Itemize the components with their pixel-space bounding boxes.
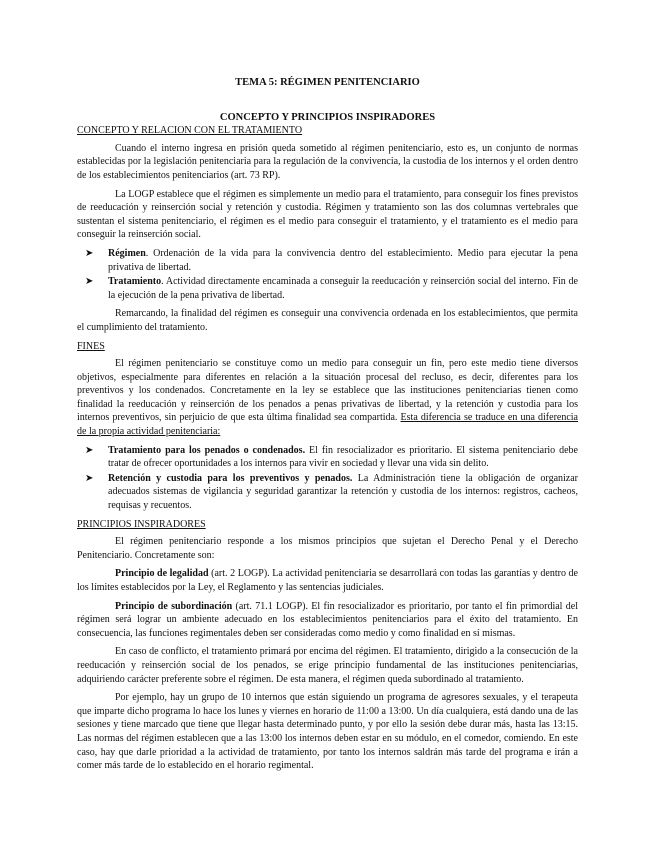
- principio-legalidad-term: Principio de legalidad: [115, 568, 209, 580]
- list-item: [77, 275, 578, 302]
- document-subtitle: CONCEPTO Y PRINCIPIOS INSPIRADORES: [219, 111, 436, 123]
- concepto-paragraph-2: La LOGP establece que el régimen es simplemente un medio para el tratamiento, para conseguir los fines previstos de reeducación y reinserción social y retención y custodia. Régimen y tratamiento son las dos columnas vertebrales que sustentan el sistema penitenciario, el régimen es el medio para conseguir el tratamiento, y el tratamiento es el medio para conseguir la reinserción social.: [77, 188, 578, 241]
- fines-paragraph-underlined: Esta diferencia se traduce en una diferencia de la propia actividad penitenciaria:: [77, 412, 578, 438]
- principios-paragraph-conflicto: En caso de conflicto, el tratamiento primará por encima del régimen. El tratamiento, dirigido a la consecución de la reeducación y reinserción social de los penados, se erige principio fundamental de las instituciones penitenciarias, adquiriendo carácter preferente sobre el régimen. De esta manera, el régimen queda subordinado al tratamiento.: [77, 646, 578, 685]
- bullet-term: Tratamiento para los penados o condenados.: [108, 444, 306, 456]
- bullet-text: La Administración tiene la obligación de organizar adecuados sistemas de vigilancia y seguridad garantizar la retención y custodia de los internos: registros, cacheos, requisas y recuentos.: [108, 472, 578, 512]
- fines-bullet-list: [77, 444, 578, 513]
- bullet-text: . Actividad directamente encaminada a conseguir la reeducación y reinserción social del interno. Fin de la ejecución de la pena privativa de libertad.: [108, 276, 578, 301]
- concepto-paragraph-1: Cuando el interno ingresa en prisión queda sometido al régimen penitenciario, esto es, un conjunto de normas establecidas por la legislación penitenciaria para la regulación de la convivencia, la custodia de los internos y el orden dentro de los establecimientos penitenciarios (art. 73 RP).: [77, 142, 578, 181]
- principios-paragraph-ejemplo: Por ejemplo, hay un grupo de 10 internos que están siguiendo un programa de agresores sexuales, y el terapeuta que imparte dicho programa lo hace los lunes y viernes en horario de 11:00 a 13:00. Un día cualquiera, está dando una de las sesiones y tiene marcado que tiene que llegar hasta determinado punto, y por ello la sesión debe durar más, hasta las 13:15. Las normas del régimen establecen que a las 13:00 los internos deben estar en su módulo, en el comedor, comiendo. En este caso, hay que darle prioridad a la actividad de tratamiento, por tanto los internos saldrán más tarde del programa e irán a comer más tarde de lo establecido en el horario regimental.: [77, 692, 578, 772]
- principio-subordinacion-paragraph: [77, 600, 578, 641]
- principio-legalidad-paragraph: [77, 567, 578, 594]
- section-heading-principios: PRINCIPIOS INSPIRADORES: [77, 518, 206, 530]
- list-item: [77, 247, 578, 274]
- concepto-paragraph-3: Remarcando, la finalidad del régimen es conseguir una convivencia ordenada en los establecimientos, que permita el cumplimiento del tratamiento.: [77, 308, 578, 333]
- fines-paragraph-1: [77, 357, 578, 439]
- bullet-term: Régimen: [108, 247, 146, 259]
- arrow-bullet-icon: ➤: [85, 276, 94, 288]
- list-item: [77, 472, 578, 513]
- principio-legalidad-text: (art. 2 LOGP). La actividad penitenciaria se desarrollará con todas las garantías y dentro de los límites establecidos por la Ley, el Reglamento y las sentencias judiciales.: [77, 568, 578, 593]
- principio-subordinacion-text: (art. 71.1 LOGP). El fin resocializador es prioritario, por tanto el fin primordial del régimen será lograr un ambiente adecuado en los establecimientos penitenciarios para el éxito del tratamiento. En consecuencia, las funciones regimentales deben ser consideradas como medio y como finalidad en sí mismas.: [77, 600, 578, 639]
- arrow-bullet-icon: ➤: [85, 247, 94, 259]
- concepto-bullet-list: [77, 247, 578, 302]
- bullet-term: Retención y custodia para los preventivos y penados.: [108, 472, 353, 484]
- bullet-text: El fin resocializador es prioritario. El sistema penitenciario debe tratar de ofrecer oportunidades a los internos para vivir en sociedad y llevar una vida sin delito.: [108, 444, 578, 470]
- bullet-text: . Ordenación de la vida para la convivencia dentro del establecimiento. Medio para ejecutar la pena privativa de libertad.: [108, 247, 578, 273]
- arrow-bullet-icon: ➤: [85, 472, 94, 484]
- fines-paragraph-text: El régimen penitenciario se constituye como un medio para conseguir un fin, pero este medio tiene diversos objetivos, especialmente para diferentes en relación a la situación procesal del recluso, es decir, diferentes para los preventivos y los condenados. Concretamente en la ley se establece que las instituciones penitenciarias tienen como finalidad la reeducación y reinserción de los penados a penas privativas de libertad, y la retención y custodia para los internos preventivos, sin perjuicio de que esta última finalidad sea compartida.: [77, 358, 578, 424]
- principios-paragraph-1: El régimen penitenciario responde a los mismos principios que sujetan el Derecho Penal y el Derecho Penitenciario. Concretamente son:: [77, 536, 578, 561]
- principio-subordinacion-term: Principio de subordinación: [115, 600, 233, 612]
- list-item: [77, 444, 578, 471]
- section-heading-concepto: CONCEPTO Y RELACION CON EL TRATAMIENTO: [77, 125, 303, 137]
- bullet-term: Tratamiento: [108, 276, 162, 288]
- section-heading-fines: FINES: [77, 340, 105, 352]
- arrow-bullet-icon: ➤: [85, 444, 94, 456]
- document-title: TEMA 5: RÉGIMEN PENITENCIARIO: [235, 77, 420, 88]
